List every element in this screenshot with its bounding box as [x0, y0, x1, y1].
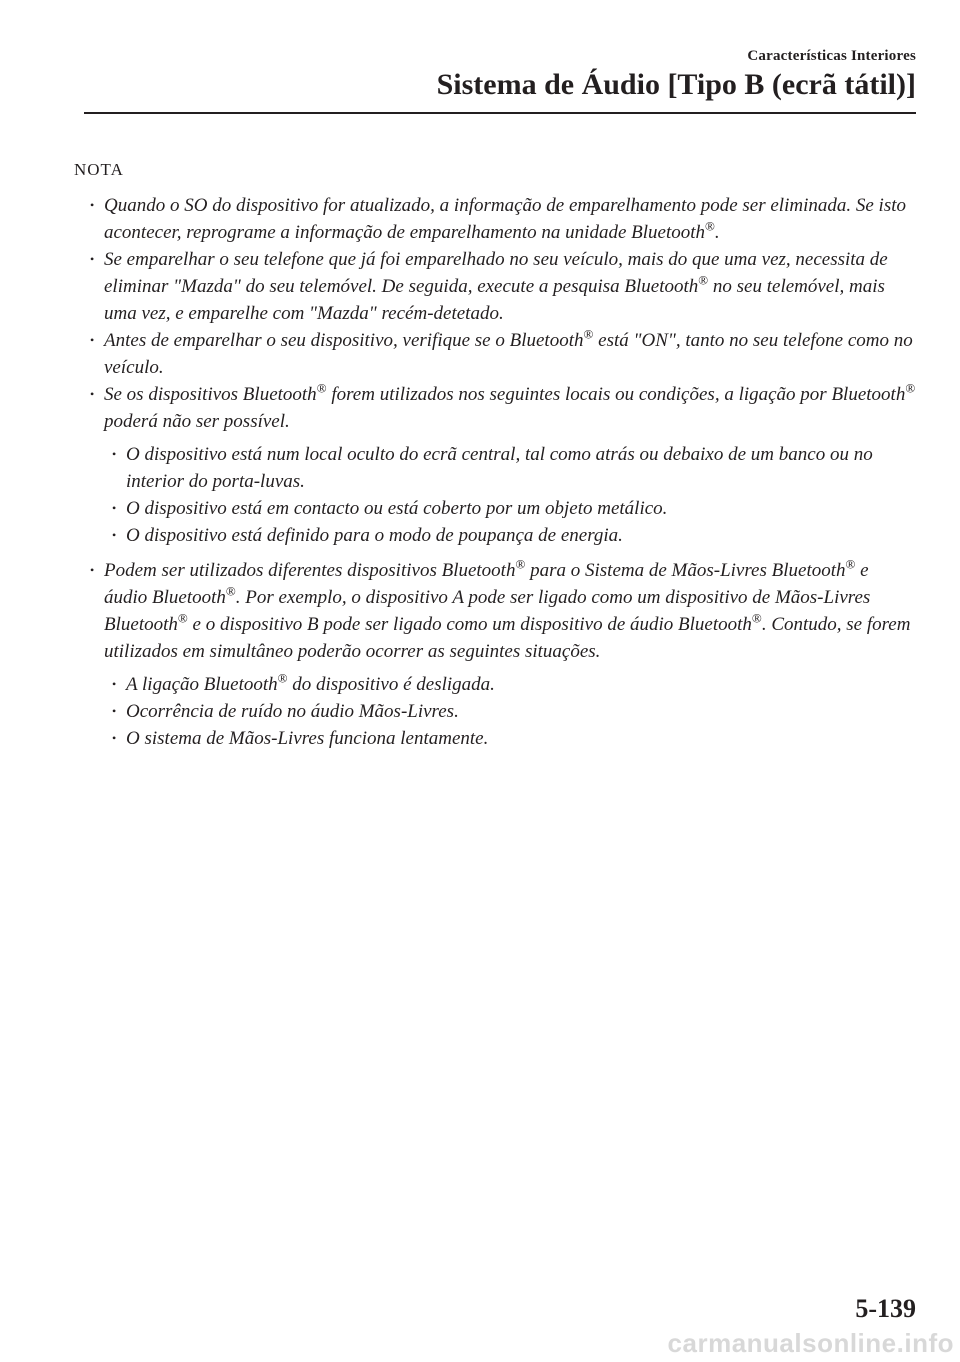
text-fragment: A ligação Bluetooth	[126, 674, 278, 695]
note-item	[84, 557, 916, 665]
note-item	[84, 192, 916, 246]
header-divider	[84, 112, 916, 114]
note-list	[84, 192, 916, 752]
text-fragment: está "ON", tanto no seu telefone como no veículo.	[104, 330, 913, 378]
sub-item: • O dispositivo está em contacto ou está coberto por um objeto metálico.	[84, 495, 916, 522]
registered-mark: ®	[225, 583, 236, 599]
registered-mark: ®	[277, 670, 288, 686]
text-fragment: . Contudo, se forem utilizados em simultâneo poderão ocorrer as seguintes situações.	[104, 614, 911, 662]
text-fragment: .	[714, 222, 720, 243]
note-label: NOTA	[74, 160, 124, 179]
note-item	[84, 381, 916, 435]
sub-item	[84, 725, 916, 752]
text-fragment: poderá não ser possível.	[104, 411, 290, 432]
registered-mark: ®	[751, 610, 762, 626]
registered-mark: ®	[316, 380, 327, 396]
note-block	[74, 160, 916, 760]
text-fragment: Quando o SO do dispositivo for atualizado, a informação de emparelhamento pode ser eliminada. Se isto acontecer, reprograme a informação de emparelhamento na unidade Bluetooth	[104, 195, 906, 243]
text-fragment: Se os dispositivos Bluetooth	[104, 384, 317, 405]
registered-mark: ®	[583, 326, 594, 342]
sub-list	[84, 441, 916, 549]
registered-mark: ®	[905, 380, 916, 396]
registered-mark: ®	[845, 556, 856, 572]
registered-mark: ®	[177, 610, 188, 626]
text-fragment: Se emparelhar o seu telefone que já foi emparelhado no seu veículo, mais do que uma vez, necessita de eliminar "Mazda" do seu telemóvel. De seguida, execute a pesquisa Bluetooth	[104, 249, 888, 297]
sub-list-container	[84, 441, 916, 549]
text-fragment: Ocorrência de ruído no áudio Mãos-Livres.	[126, 701, 459, 722]
sub-item	[84, 698, 916, 725]
registered-mark: ®	[705, 218, 715, 234]
text-fragment: e áudio Bluetooth	[104, 560, 869, 608]
text-fragment: . Por exemplo, o dispositivo A pode ser ligado como um dispositivo de Mãos-Livres Bluetooth	[104, 587, 871, 635]
registered-mark: ®	[515, 556, 526, 572]
watermark: carmanualsonline.info	[667, 1328, 954, 1358]
text-fragment: forem utilizados nos seguintes locais ou condições, a ligação por Bluetooth	[326, 384, 906, 405]
page-title: Sistema de Áudio [Tipo B (ecrã tátil)]	[436, 68, 916, 101]
sub-item: • O dispositivo está definido para o modo de poupança de energia.	[84, 522, 916, 549]
sub-item	[84, 671, 916, 698]
sub-item: • O dispositivo está num local oculto do ecrã central, tal como atrás ou debaixo de um banco ou no interior do porta-luvas.	[84, 441, 916, 495]
registered-mark: ®	[698, 272, 709, 288]
note-item	[84, 327, 916, 381]
text-fragment: no seu telemóvel, mais uma vez, e emparelhe com "Mazda" recém-detetado.	[104, 276, 885, 324]
text-fragment: O sistema de Mãos-Livres funciona lentamente.	[126, 728, 489, 749]
sub-list	[84, 671, 916, 752]
text-fragment: Antes de emparelhar o seu dispositivo, verifique se o Bluetooth	[104, 330, 584, 351]
sub-list-container	[84, 671, 916, 752]
page-number: 5-139	[855, 1294, 916, 1323]
text-fragment: do dispositivo é desligada.	[287, 674, 495, 695]
text-fragment: e o dispositivo B pode ser ligado como um dispositivo de áudio Bluetooth	[187, 614, 752, 635]
text-fragment: Podem ser utilizados diferentes dispositivos Bluetooth	[104, 560, 516, 581]
note-item	[84, 246, 916, 327]
section-name: Características Interiores	[747, 48, 916, 64]
text-fragment: para o Sistema de Mãos-Livres Bluetooth	[525, 560, 846, 581]
